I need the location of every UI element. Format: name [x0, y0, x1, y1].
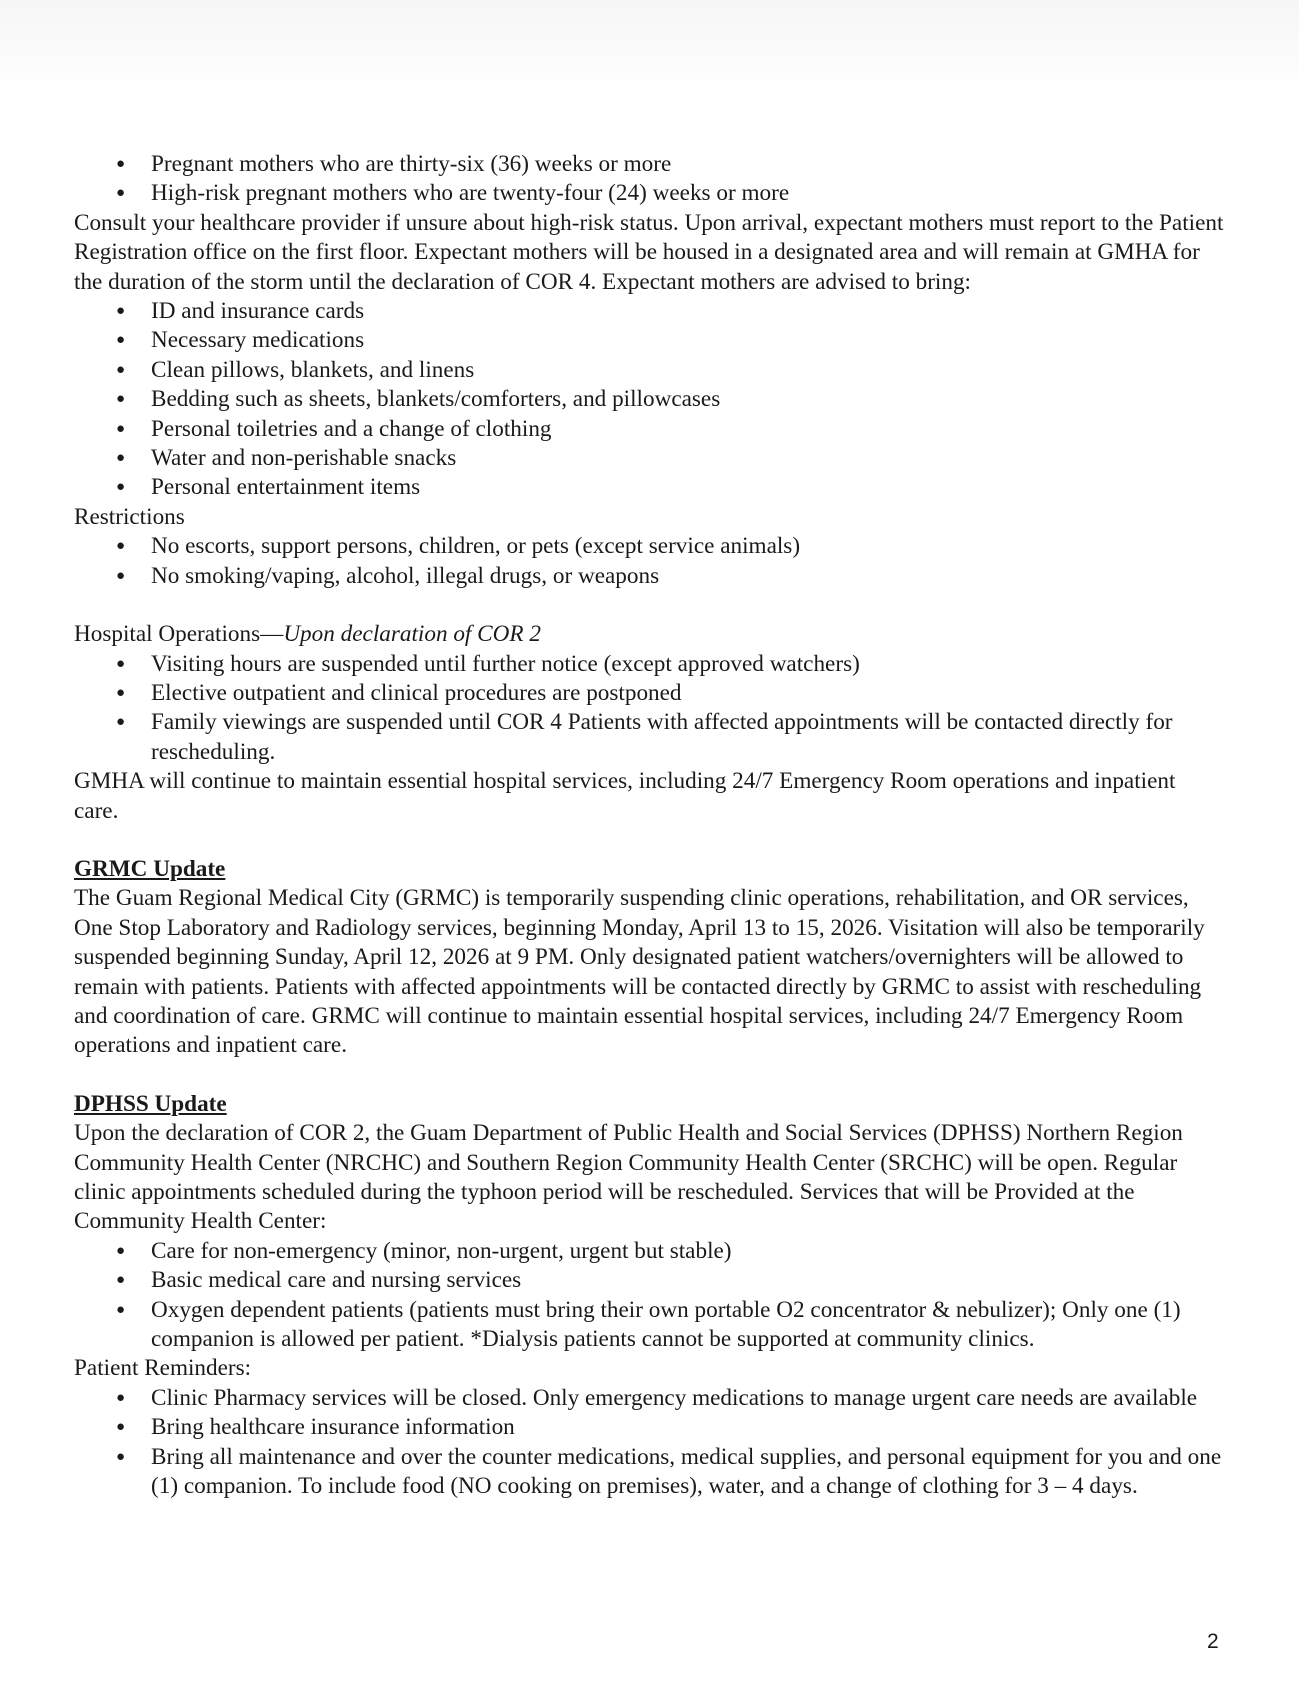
expectant-eligibility-list	[74, 150, 1224, 209]
list-item: ● Oxygen dependent patients (patients must bring their own portable O2 concentrator & nebulizer); Only one (1) companion is allowed per patient. *Dialysis patients cannot be supported at community clinics.	[74, 1296, 1224, 1355]
restrictions-label: Restrictions	[74, 503, 185, 530]
list-item: ● High-risk pregnant mothers who are twenty-four (24) weeks or more	[74, 179, 1224, 208]
dphss-heading: DPHSS Update	[74, 1090, 227, 1117]
list-item: ● Care for non-emergency (minor, non-urgent, urgent but stable)	[74, 1237, 1224, 1266]
hospital-operations-title: Hospital Operations—	[74, 621, 284, 648]
expectant-paragraph: Consult your healthcare provider if unsure about high-risk status. Upon arrival, expectant mothers must report to the Patient Registration office on the first floor. Expectant mothers will be housed in a designated area and will remain at GMHA for the duration of the storm until the declaration of COR 4. Expectant mothers are advised to bring:	[74, 209, 1224, 295]
grmc-body: The Guam Regional Medical City (GRMC) is temporarily suspending clinic operations, rehabilitation, and OR services, One Stop Laboratory and Radiology services, beginning Monday, April 13 to 15, 2026. Visitation will also be temporarily suspended beginning Sunday, April 12, 2026 at 9 PM. Only designated patient watchers/overnighters will be allowed to remain with patients. Patients with affected appointments will be contacted directly by GRMC to assist with rescheduling and coordination of care. GRMC will continue to maintain essential hospital services, including 24/7 Emergency Room operations and inpatient care.	[74, 885, 1205, 1059]
scan-shadow	[0, 0, 1299, 95]
restrictions-list	[74, 532, 1224, 591]
list-item: ● No escorts, support persons, children, or pets (except service animals)	[74, 532, 1224, 561]
list-item: ● Bedding such as sheets, blankets/comforters, and pillowcases	[74, 385, 1224, 414]
list-item: ● Pregnant mothers who are thirty-six (36) weeks or more	[74, 150, 1224, 179]
hospital-operations-label	[74, 620, 1224, 649]
list-item: ● Clean pillows, blankets, and linens	[74, 356, 1224, 385]
list-item: ● Personal entertainment items	[74, 473, 1224, 502]
list-item: ● Water and non-perishable snacks	[74, 444, 1224, 473]
dphss-body: Upon the declaration of COR 2, the Guam Department of Public Health and Social Services (DPHSS) Northern Region Community Health Center (NRCHC) and Southern Region Community Health Center (SRCHC) will be open. Regular clinic appointments scheduled during the typhoon period will be rescheduled. Services that will be Provided at the Community Health Center:	[74, 1120, 1183, 1235]
list-item: ● Bring healthcare insurance information	[74, 1413, 1224, 1442]
document-page	[74, 150, 1224, 1501]
page-number: 2	[1207, 1630, 1219, 1653]
patient-reminders-label: Patient Reminders:	[74, 1355, 252, 1382]
list-item: ● ID and insurance cards	[74, 297, 1224, 326]
hospital-operations-list	[74, 650, 1224, 768]
grmc-heading: GRMC Update	[74, 855, 226, 882]
hospital-operations-condition: Upon declaration of COR 2	[283, 621, 541, 648]
list-item: ● Clinic Pharmacy services will be closed. Only emergency medications to manage urgent care needs are available	[74, 1384, 1224, 1413]
list-item: ● Bring all maintenance and over the counter medications, medical supplies, and personal equipment for you and one (1) companion. To include food (NO cooking on premises), water, and a change of clothing for 3 – 4 days.	[74, 1443, 1224, 1502]
dphss-services-list	[74, 1237, 1224, 1355]
list-item: ● Necessary medications	[74, 326, 1224, 355]
list-item: ● Personal toiletries and a change of clothing	[74, 415, 1224, 444]
bring-items-list	[74, 297, 1224, 503]
list-item: ● Basic medical care and nursing services	[74, 1266, 1224, 1295]
list-item: ● Family viewings are suspended until COR 4 Patients with affected appointments will be contacted directly for rescheduling.	[74, 708, 1224, 767]
patient-reminders-list	[74, 1384, 1224, 1502]
list-item: ● No smoking/vaping, alcohol, illegal drugs, or weapons	[74, 562, 1224, 591]
hospital-operations-closing: GMHA will continue to maintain essential hospital services, including 24/7 Emergency Room operations and inpatient care.	[74, 768, 1176, 824]
list-item: ● Visiting hours are suspended until further notice (except approved watchers)	[74, 650, 1224, 679]
list-item: ● Elective outpatient and clinical procedures are postponed	[74, 679, 1224, 708]
